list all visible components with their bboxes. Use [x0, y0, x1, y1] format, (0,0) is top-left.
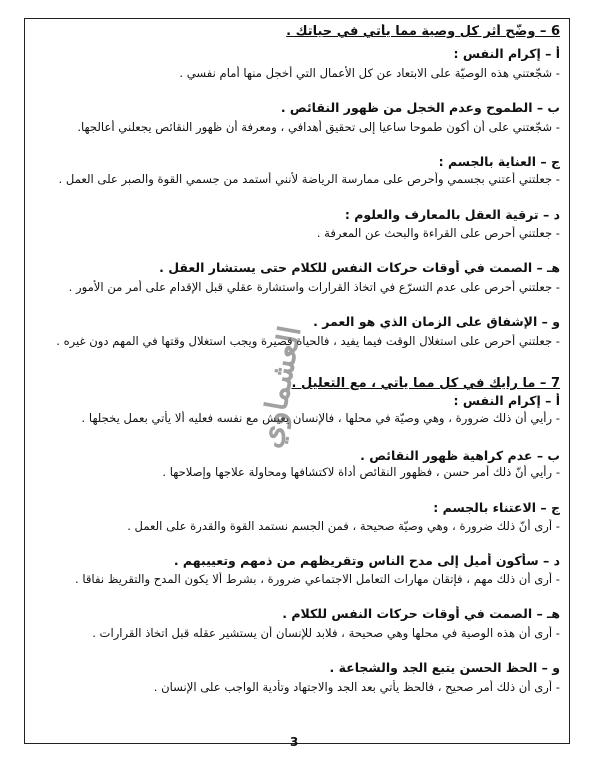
- q7-item-a-title: أ – إكرام النفس :: [453, 393, 560, 408]
- q7-item-c-title: ج – الاعتناء بالجسم :: [433, 500, 560, 515]
- q6-item-f-title: و – الإشفاق على الزمان الذي هو العمر .: [313, 314, 560, 329]
- q7-item-e-answer: - أرى أن هذه الوصية في محلها وهي صحيحة ، فلابد للإنسان أن يستشير عقله قبل اتخاذ القرارات .: [92, 626, 560, 640]
- q6-item-b-title: ب – الطموح وعدم الخجل من ظهور النقائص .: [280, 100, 560, 115]
- q6-item-d-title: د – ترقية العقل بالمعارف والعلوم :: [344, 207, 560, 222]
- q6-item-b-answer: - شجّعتني على أن أكون طموحا ساعيا إلى تحقيق أهدافي ، ومعرفة أن ظهور النقائص يجعلني أعالجها.: [77, 120, 560, 134]
- q7-item-d-answer: - أرى أن ذلك مهم ، فإتقان مهارات التعامل الاجتماعي ضرورة ، بشرط ألا يكون المدح والتقريظ نفاقا .: [74, 572, 560, 586]
- q6-item-c-answer: - جعلتني أعتني بجسمي وأحرص على ممارسة الرياضة لأنني أستمد من جسمي القوة والصبر على العمل .: [58, 172, 560, 186]
- q7-item-d-title: د – سأكون أميل إلى مدح الناس وتقريظهم من ذمهم وتعييبهم .: [173, 553, 560, 568]
- q6-item-e-answer: - جعلتني أحرص على عدم التسرّع في اتخاذ القرارات واستشارة عقلي قبل الإقدام على أمر من الأمور .: [68, 280, 560, 294]
- q6-item-a-answer: - شجّعتني هذه الوصيّة على الابتعاد عن كل الأعمال التي أخجل منها أمام نفسي .: [179, 66, 560, 80]
- q7-item-a-answer: - رأيي أن ذلك ضرورة ، وهي وصيّة في محلها ، فالإنسان يعيش مع نفسه فعليه ألا يأتي بعمل يخجلها .: [81, 411, 560, 425]
- q6-heading: 6 – وضّح أثر كل وصية مما يأتي في حياتك .: [286, 24, 560, 39]
- q7-item-b-answer: - رأيي أنّ ذلك أمر حسن ، فظهور النقائص أداة لاكتشافها ومحاولة علاجها وإصلاحها .: [162, 465, 560, 479]
- author-watermark: العشماوي: [252, 323, 308, 451]
- page-number: 3: [290, 735, 299, 749]
- q6-item-c-title: ج – العناية بالجسم :: [438, 154, 560, 169]
- q7-heading: 7 – ما رأيك في كل مما يأتي ، مع التعليل .: [291, 376, 560, 391]
- q7-item-f-title: و – الحظ الحسن يتبع الجد والشجاعة .: [329, 660, 560, 675]
- q6-item-d-answer: - جعلتني أحرص على القراءة والبحث عن المعرفة .: [316, 226, 560, 240]
- q7-item-c-answer: - أرى أنّ ذلك ضرورة ، وهي وصيّة صحيحة ، فمن الجسم نستمد القوة والقدرة على العمل .: [127, 519, 560, 533]
- q7-item-b-title: ب – عدم كراهية ظهور النقائص .: [360, 448, 560, 463]
- q7-item-f-answer: - أرى أن ذلك أمر صحيح ، فالحظ يأتي بعد الجد والاجتهاد وتأدية الواجب على الإنسان .: [153, 680, 560, 694]
- q6-item-f-answer: - جعلتني أحرص على استغلال الوقت فيما يفيد ، فالحياة قصيرة ويجب استغلال وقتها في المهم دون غيره .: [56, 334, 560, 348]
- q6-item-a-title: أ – إكرام النفس :: [453, 46, 560, 61]
- q7-item-e-title: هـ – الصمت في أوقات حركات النفس للكلام .: [282, 606, 560, 621]
- q6-item-e-title: هـ – الصمت في أوقات حركات النفس للكلام حتى يستشار العقل .: [159, 260, 560, 275]
